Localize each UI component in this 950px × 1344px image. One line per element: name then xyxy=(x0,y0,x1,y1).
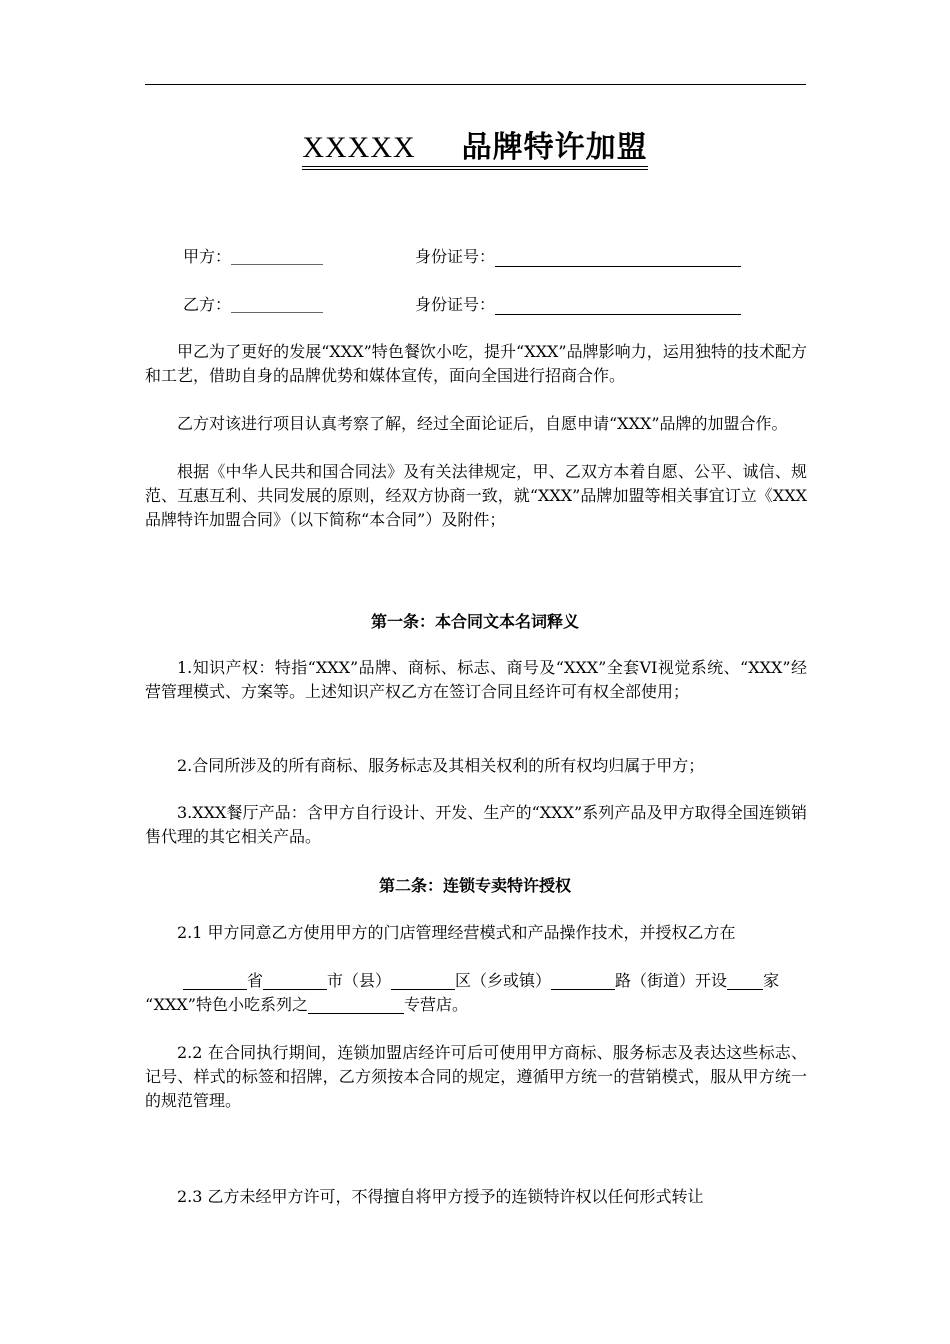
city-label: 市（县） xyxy=(327,971,392,990)
party-a-id-blank[interactable] xyxy=(495,248,741,267)
title-underlined xyxy=(302,128,647,168)
district-label: 区（乡或镇） xyxy=(455,971,552,990)
party-b-row xyxy=(183,293,496,317)
intro-paragraph-3: 根据《中华人民共和国合同法》及有关法律规定，甲、乙双方本着自愿、公平、诚信、规范、互惠互利、共同发展的原则，经双方协商一致，就“XXX”品牌加盟等相关事宜订立《XXX品牌特许加盟合同》（以下简称“本合同”）及附件； xyxy=(145,462,807,529)
intro-paragraph-2: 乙方对该进行项目认真考察了解，经过全面论证后，自愿申请“XXX”品牌的加盟合作。 xyxy=(177,414,788,433)
article-2-heading: 第二条：连锁专卖特许授权 xyxy=(378,876,571,895)
party-b-label: 乙方： xyxy=(183,295,232,314)
city-blank[interactable] xyxy=(263,971,327,990)
party-a-label: 甲方： xyxy=(183,247,232,266)
title-code: XXXXX xyxy=(302,131,416,164)
store-name-fill-line xyxy=(145,993,807,1017)
article-2-item-3: 2.3 乙方未经甲方许可，不得擅自将甲方授予的连锁特许权以任何形式转让 xyxy=(177,1187,704,1206)
store-suffix: 专营店。 xyxy=(403,995,468,1014)
intro-paragraph-1: 甲乙为了更好的发展“XXX”特色餐饮小吃，提升“XXX”品牌影响力，运用独特的技术配方和工艺，借助自身的品牌优势和媒体宣传，面向全国进行招商合作。 xyxy=(145,342,807,385)
party-b-name-blank[interactable] xyxy=(231,296,323,313)
document-title xyxy=(0,128,950,168)
title-text: 品牌特许加盟 xyxy=(461,130,648,165)
article-1-heading: 第一条：本合同文本名词释义 xyxy=(370,612,579,631)
party-a-name-blank[interactable] xyxy=(231,248,323,265)
location-fill-line xyxy=(145,969,807,993)
district-blank[interactable] xyxy=(391,971,455,990)
party-b-id-label: 身份证号： xyxy=(415,295,496,314)
article-1-item-1: 1.知识产权：特指“XXX”品牌、商标、标志、商号及“XXX”全套VI视觉系统、“XXX”经营管理模式、方案等。上述知识产权乙方在签订合同且经许可有权全部使用； xyxy=(145,658,807,701)
store-count-label: 家 xyxy=(763,971,780,990)
province-blank[interactable] xyxy=(183,971,247,990)
store-name-blank[interactable] xyxy=(308,995,404,1014)
header-rule xyxy=(145,84,806,85)
party-a-id-label: 身份证号： xyxy=(415,247,496,266)
road-blank[interactable] xyxy=(551,971,615,990)
party-a-row xyxy=(183,245,496,269)
store-count-blank[interactable] xyxy=(727,971,763,990)
road-label: 路（街道）开设 xyxy=(615,971,728,990)
article-1-item-2: 2.合同所涉及的所有商标、服务标志及其相关权利的所有权均归属于甲方； xyxy=(177,756,705,775)
store-prefix: “XXX”特色小吃系列之 xyxy=(145,995,308,1014)
province-label: 省 xyxy=(247,971,264,990)
article-2-item-1: 2.1 甲方同意乙方使用甲方的门店管理经营模式和产品操作技术，并授权乙方在 xyxy=(177,923,736,942)
article-2-item-2: 2.2 在合同执行期间，连锁加盟店经许可后可使用甲方商标、服务标志及表达这些标志、记号、样式的标签和招牌，乙方须按本合同的规定，遵循甲方统一的营销模式，服从甲方统一的规范管理。 xyxy=(145,1043,807,1110)
article-1-item-3: 3.XXX餐厅产品：含甲方自行设计、开发、生产的“XXX”系列产品及甲方取得全国连锁销售代理的其它相关产品。 xyxy=(145,803,807,846)
party-b-id-blank[interactable] xyxy=(495,296,741,315)
